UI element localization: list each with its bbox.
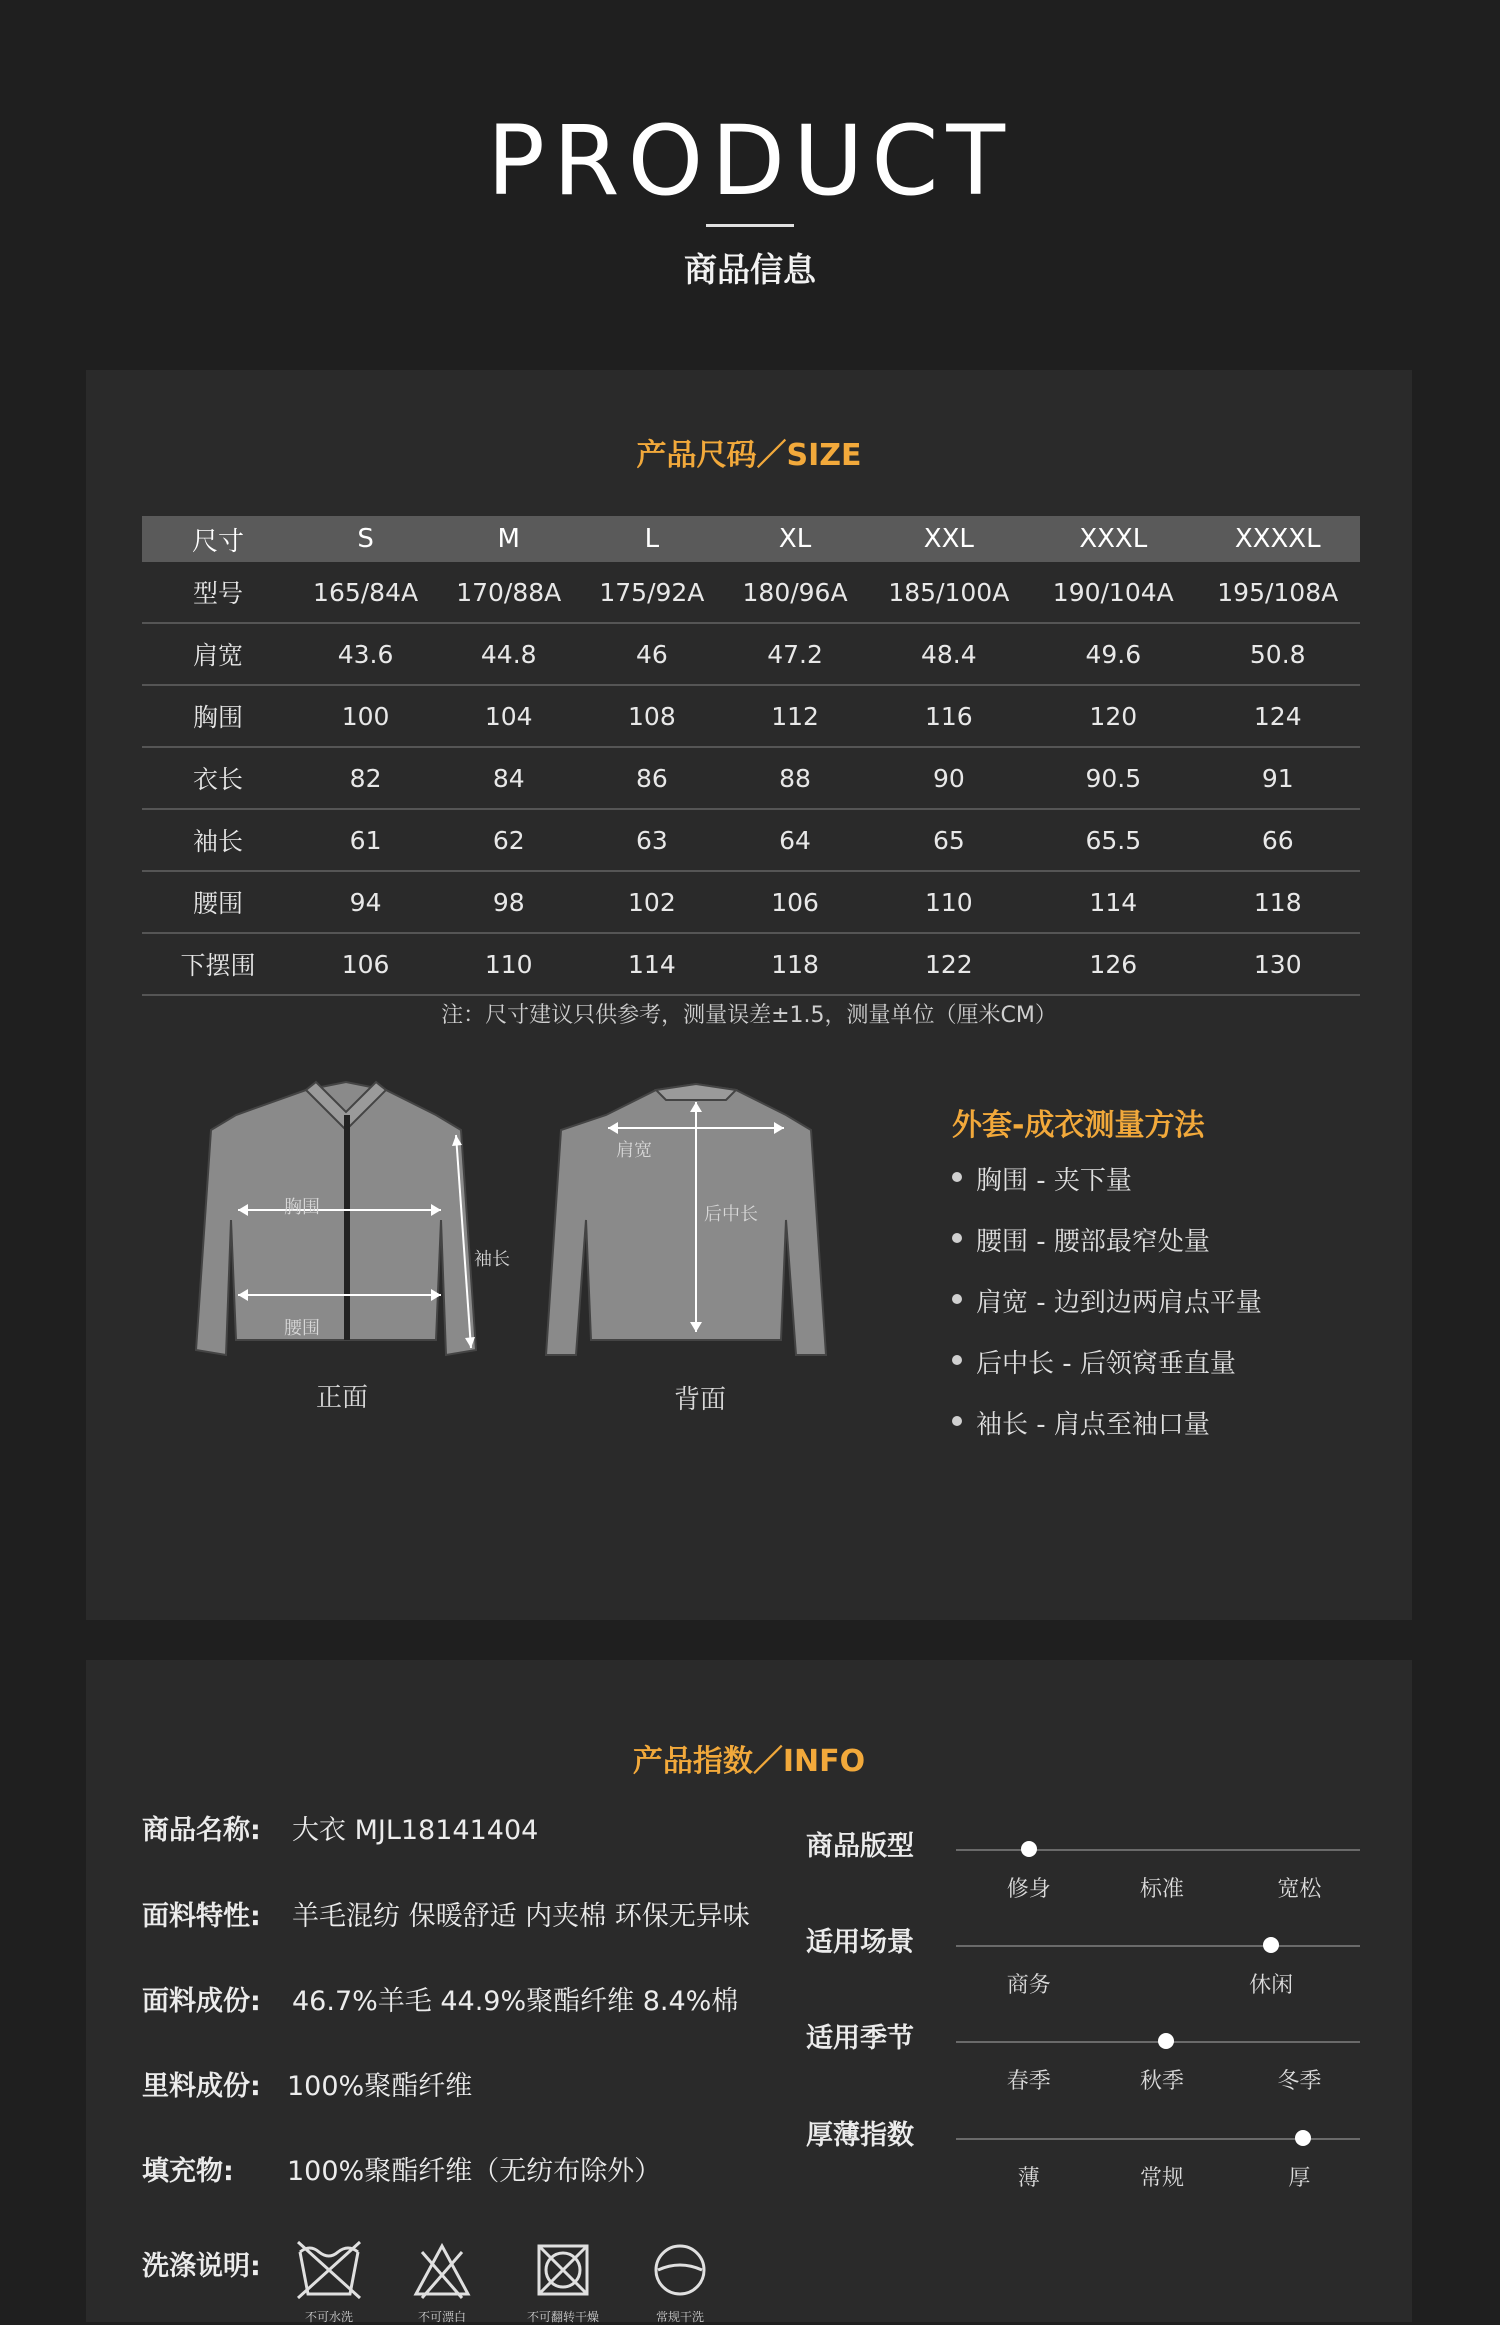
size-table-row xyxy=(142,562,1360,623)
scale-option: 修身 xyxy=(1006,1877,1051,1902)
scale-label: 商品版型 xyxy=(806,1831,914,1862)
title-divider xyxy=(706,224,794,227)
size-value-cell: 90.5 xyxy=(1031,747,1195,809)
size-value-cell: 114 xyxy=(1031,871,1195,933)
size-value-cell: 195/108A xyxy=(1196,562,1361,623)
info-field xyxy=(142,2149,661,2188)
size-value-cell: 46 xyxy=(580,623,723,685)
header-cell: XXXL xyxy=(1031,516,1195,562)
measurement-figures xyxy=(186,1070,966,1540)
size-value-cell: 50.8 xyxy=(1196,623,1361,685)
size-value-cell: 100 xyxy=(294,685,437,747)
info-field xyxy=(142,2064,472,2103)
size-section-title: 产品尺码／SIZE xyxy=(636,438,862,473)
scale-marker xyxy=(1263,1937,1279,1953)
field-value: 羊毛混纺 保暖舒适 内夹棉 环保无异味 xyxy=(292,1901,750,1932)
size-value-cell: 61 xyxy=(294,809,437,871)
scale-marker xyxy=(1021,1841,1037,1857)
scale-option: 春季 xyxy=(1006,2069,1051,2094)
back-jacket-figure xyxy=(546,1084,826,1355)
size-value-cell: 112 xyxy=(723,685,866,747)
header-cell: XXL xyxy=(867,516,1031,562)
wash-caption: 不可漂白 xyxy=(417,2310,467,2324)
size-value-cell: 120 xyxy=(1031,685,1195,747)
index-scale xyxy=(806,1920,1366,2010)
method-list xyxy=(952,1160,1262,1465)
size-value-cell: 90 xyxy=(867,747,1031,809)
size-value-cell: 48.4 xyxy=(867,623,1031,685)
row-label-cell: 袖长 xyxy=(142,809,294,871)
row-label-cell: 肩宽 xyxy=(142,623,294,685)
field-key: 填充物: xyxy=(142,2156,234,2187)
size-value-cell: 180/96A xyxy=(723,562,866,623)
field-key: 商品名称: xyxy=(142,1815,261,1846)
size-table-row xyxy=(142,685,1360,747)
size-panel xyxy=(86,370,1412,1620)
size-value-cell: 94 xyxy=(294,871,437,933)
size-value-cell: 65 xyxy=(867,809,1031,871)
method-item: 腰围 - 腰部最窄处量 xyxy=(952,1221,1262,1282)
scale-option: 常规 xyxy=(1140,2166,1185,2191)
info-field xyxy=(142,1894,750,1933)
size-value-cell: 110 xyxy=(867,871,1031,933)
size-value-cell: 108 xyxy=(580,685,723,747)
header-cell: XL xyxy=(723,516,866,562)
size-value-cell: 190/104A xyxy=(1031,562,1195,623)
size-table-row xyxy=(142,809,1360,871)
size-value-cell: 116 xyxy=(867,685,1031,747)
no-tumble-dry-icon xyxy=(526,2238,600,2324)
info-section-title: 产品指数／INFO xyxy=(632,1744,866,1779)
size-value-cell: 47.2 xyxy=(723,623,866,685)
size-value-cell: 84 xyxy=(437,747,580,809)
header-cell: L xyxy=(580,516,723,562)
size-value-cell: 44.8 xyxy=(437,623,580,685)
row-label-cell: 胸围 xyxy=(142,685,294,747)
size-value-cell: 49.6 xyxy=(1031,623,1195,685)
size-value-cell: 106 xyxy=(723,871,866,933)
size-value-cell: 104 xyxy=(437,685,580,747)
size-value-cell: 64 xyxy=(723,809,866,871)
scale-option: 商务 xyxy=(1006,1973,1051,1998)
size-table-row xyxy=(142,623,1360,685)
size-value-cell: 86 xyxy=(580,747,723,809)
info-field xyxy=(142,1808,538,1847)
chest-label: 胸围 xyxy=(284,1197,320,1218)
size-value-cell: 124 xyxy=(1196,685,1361,747)
method-title: 外套-成衣测量方法 xyxy=(952,1108,1205,1143)
header-cell: 尺寸 xyxy=(142,516,294,562)
method-item: 肩宽 - 边到边两肩点平量 xyxy=(952,1282,1262,1343)
page-title: PRODUCT xyxy=(486,105,1013,217)
field-key: 里料成份: xyxy=(142,2071,261,2102)
size-value-cell: 102 xyxy=(580,871,723,933)
scale-track xyxy=(956,1849,1360,1851)
page-subtitle: 商品信息 xyxy=(684,250,816,289)
field-value: 大衣 MJL18141404 xyxy=(292,1815,539,1846)
field-value: 46.7%羊毛 44.9%聚酯纤维 8.4%棉 xyxy=(292,1986,739,2017)
scale-label: 适用季节 xyxy=(806,2023,914,2054)
size-value-cell: 62 xyxy=(437,809,580,871)
scale-label: 适用场景 xyxy=(806,1927,914,1958)
size-value-cell: 98 xyxy=(437,871,580,933)
waist-label: 腰围 xyxy=(284,1318,320,1339)
jacket-diagram xyxy=(186,1070,966,1540)
row-label-cell: 下摆围 xyxy=(142,933,294,995)
scale-option: 宽松 xyxy=(1277,1877,1322,1902)
size-table-header xyxy=(142,516,1360,562)
index-scale xyxy=(806,2113,1366,2203)
size-value-cell: 170/88A xyxy=(437,562,580,623)
size-value-cell: 175/92A xyxy=(580,562,723,623)
size-value-cell: 130 xyxy=(1196,933,1361,995)
size-table xyxy=(142,516,1360,996)
size-value-cell: 88 xyxy=(723,747,866,809)
info-panel xyxy=(86,1660,1412,2322)
size-value-cell: 43.6 xyxy=(294,623,437,685)
field-key: 面料成份: xyxy=(142,1986,261,2017)
scale-option: 休闲 xyxy=(1249,1973,1294,1998)
index-scale xyxy=(806,2016,1366,2106)
shoulder-label: 肩宽 xyxy=(616,1140,652,1161)
wash-label: 洗涤说明: xyxy=(142,2251,261,2282)
scale-option: 厚 xyxy=(1288,2166,1311,2191)
field-value: 100%聚酯纤维（无纺布除外） xyxy=(287,2156,662,2187)
dry-clean-icon xyxy=(650,2238,710,2324)
header-cell: XXXXL xyxy=(1196,516,1361,562)
size-value-cell: 126 xyxy=(1031,933,1195,995)
wash-caption: 常规干洗 xyxy=(655,2310,705,2324)
scale-label: 厚薄指数 xyxy=(806,2120,914,2151)
row-label-cell: 衣长 xyxy=(142,747,294,809)
size-table-row xyxy=(142,747,1360,809)
size-note: 注：尺寸建议只供参考，测量误差±1.5，测量单位（厘米CM） xyxy=(441,1003,1057,1028)
method-item: 胸围 - 夹下量 xyxy=(952,1160,1262,1221)
wash-caption: 不可翻转干燥 xyxy=(526,2310,600,2324)
size-value-cell: 110 xyxy=(437,933,580,995)
size-value-cell: 114 xyxy=(580,933,723,995)
size-value-cell: 106 xyxy=(294,933,437,995)
header-cell: S xyxy=(294,516,437,562)
scale-marker xyxy=(1295,2130,1311,2146)
header-cell: M xyxy=(437,516,580,562)
field-value: 100%聚酯纤维 xyxy=(287,2071,473,2102)
scale-option: 冬季 xyxy=(1277,2069,1322,2094)
info-field xyxy=(142,1979,738,2018)
size-value-cell: 63 xyxy=(580,809,723,871)
scale-track xyxy=(956,1945,1360,1947)
size-value-cell: 82 xyxy=(294,747,437,809)
no-bleach-icon xyxy=(412,2238,472,2324)
size-value-cell: 65.5 xyxy=(1031,809,1195,871)
row-label-cell: 型号 xyxy=(142,562,294,623)
row-label-cell: 腰围 xyxy=(142,871,294,933)
size-value-cell: 185/100A xyxy=(867,562,1031,623)
scale-option: 标准 xyxy=(1140,1877,1185,1902)
front-caption: 正面 xyxy=(316,1383,369,1413)
size-table-row xyxy=(142,933,1360,995)
size-table-row xyxy=(142,871,1360,933)
sleeve-label: 袖长 xyxy=(474,1249,510,1270)
index-scale xyxy=(806,1824,1366,1914)
scale-marker xyxy=(1158,2033,1174,2049)
back-length-label: 后中长 xyxy=(704,1204,758,1225)
method-item: 后中长 - 后领窝垂直量 xyxy=(952,1343,1262,1404)
front-jacket-figure xyxy=(196,1082,476,1355)
size-value-cell: 66 xyxy=(1196,809,1361,871)
field-key: 面料特性: xyxy=(142,1901,261,1932)
size-value-cell: 118 xyxy=(1196,871,1361,933)
size-value-cell: 122 xyxy=(867,933,1031,995)
size-value-cell: 91 xyxy=(1196,747,1361,809)
scale-option: 秋季 xyxy=(1140,2069,1185,2094)
size-value-cell: 165/84A xyxy=(294,562,437,623)
size-value-cell: 118 xyxy=(723,933,866,995)
scale-option: 薄 xyxy=(1017,2166,1040,2191)
wash-caption: 不可水洗 xyxy=(304,2310,354,2324)
method-item: 袖长 - 肩点至袖口量 xyxy=(952,1404,1262,1465)
back-caption: 背面 xyxy=(674,1385,727,1415)
no-wash-icon xyxy=(294,2238,364,2324)
